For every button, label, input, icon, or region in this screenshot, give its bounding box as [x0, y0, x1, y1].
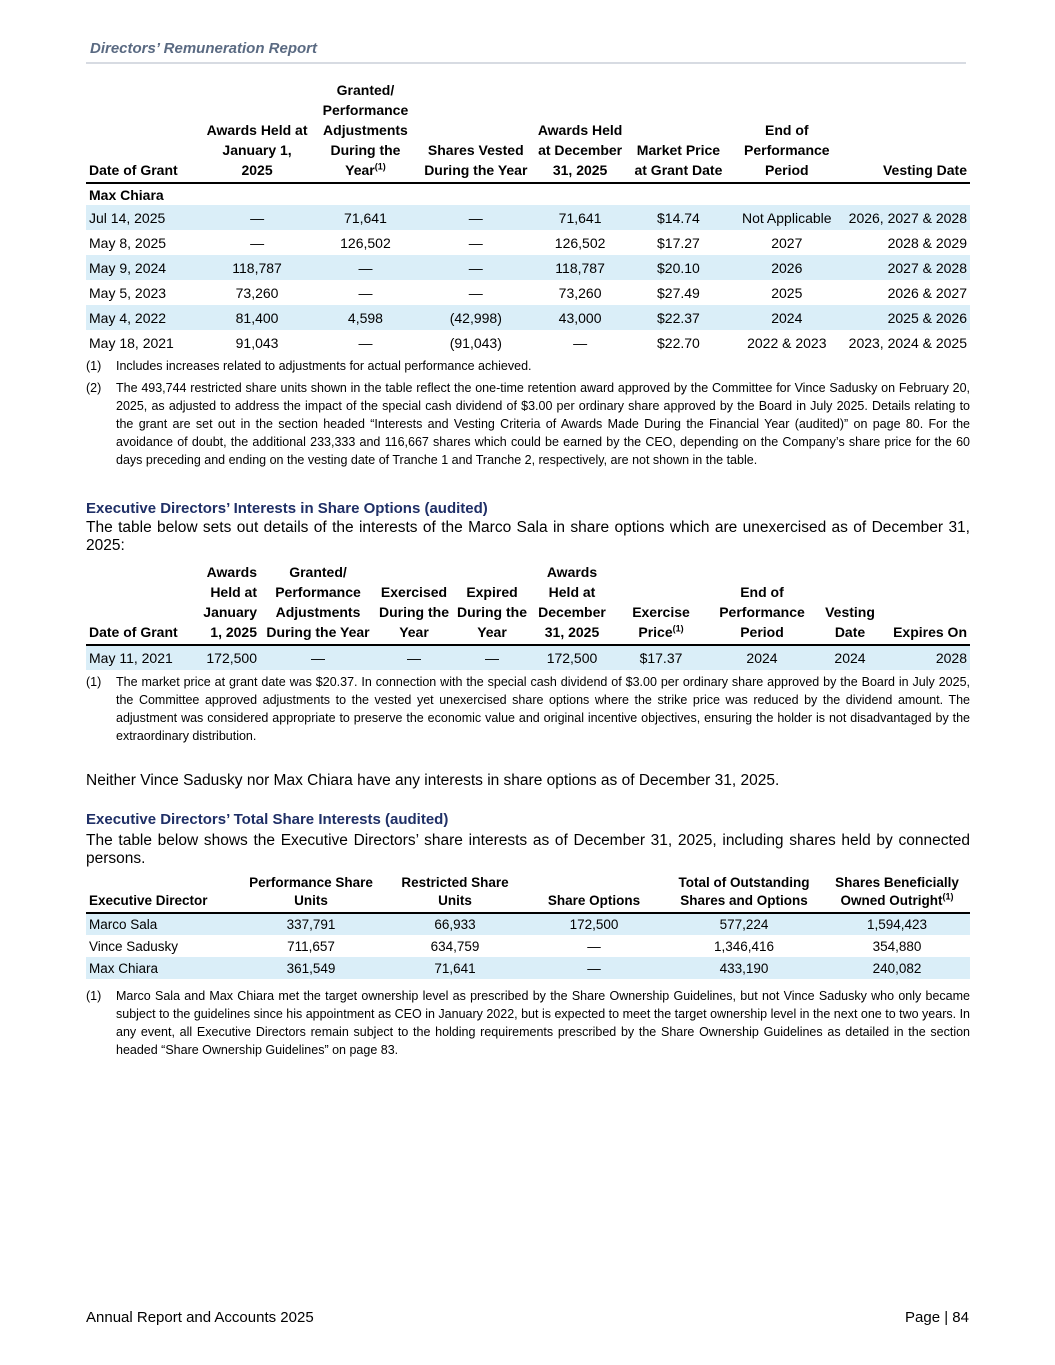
column-header: Vesting Date	[814, 562, 886, 645]
cell: $17.27	[657, 234, 700, 251]
column-header: Granted/ Performance Adjustments During the Year	[260, 562, 376, 645]
cell: —	[250, 234, 265, 251]
cell: 2027	[771, 234, 803, 251]
cell: 2025	[771, 284, 803, 301]
cell: —	[573, 334, 588, 351]
cell: 711,657	[287, 938, 335, 954]
share-options-table	[86, 562, 970, 670]
footnote-number: (1)	[86, 675, 102, 689]
cell: 361,549	[236, 957, 386, 979]
table-row	[86, 230, 970, 255]
cell: —	[420, 205, 531, 230]
column-header: Market Price at Grant Date	[629, 80, 728, 183]
cell: 172,500	[198, 645, 260, 670]
cell: 2026	[728, 255, 846, 280]
cell: $22.37	[629, 305, 728, 330]
cell: —	[358, 284, 373, 301]
awards-table-max-chiara	[86, 80, 970, 355]
cell: (42,998)	[420, 305, 531, 330]
column-header: End of Performance Period	[710, 562, 814, 645]
table-row	[86, 305, 970, 330]
cell: 2024	[710, 645, 814, 670]
cell: 71,641	[311, 205, 421, 230]
cell: $22.70	[657, 334, 700, 351]
column-header: Shares Beneficially Owned Outright$^{(1)}$	[824, 874, 970, 913]
cell: 337,791	[236, 913, 386, 935]
column-header: Awards Held at January 1, 2025	[204, 80, 311, 183]
cell: $17.37	[612, 645, 710, 670]
total-share-interests-table	[86, 874, 970, 979]
column-header: Awards Held at December 31, 2025	[532, 562, 612, 645]
cell: 2023, 2024 & 2025	[848, 334, 967, 351]
cell: 118,787	[204, 255, 311, 280]
cell: $27.49	[657, 284, 700, 301]
footnote-text: The market price at grant date was $20.37. In connection with the special cash dividend of $3.00 per ordinary share approved by the Board in July 2025, the Committee approved adjustments to the vested yet unexercised share options where the strike price was reduced by the dividend amount. The adjustment was considered appropriate to preserve the economic value and original incentive objectives, ensuring the holder is not disadvantaged by the extraordinary distribution.	[116, 675, 970, 743]
footnote-number: (1)	[86, 359, 102, 373]
cell: 1,594,423	[824, 913, 970, 935]
cell: 354,880	[872, 938, 922, 954]
interests-intro-text: The table below shows the Executive Directors’ share interests as of December 31, 2025, including shares held by connected persons.	[86, 832, 970, 867]
cell: 2027 & 2028	[846, 255, 970, 280]
cell: —	[260, 645, 376, 670]
table-row	[86, 280, 970, 305]
column-header: Expires On	[886, 562, 970, 645]
cell: $14.74	[629, 205, 728, 230]
footnote-number: (2)	[86, 381, 102, 395]
cell: 2024	[814, 645, 886, 670]
column-header: Shares Vested During the Year	[420, 80, 531, 183]
cell: May 4, 2022	[86, 305, 204, 330]
column-header: Share Options	[524, 874, 664, 913]
table-row	[86, 913, 970, 935]
column-header: Granted/ Performance Adjustments During the Year$^{(1)}$	[311, 80, 421, 183]
cell: 2022 & 2023	[747, 334, 827, 351]
options-section-heading: Executive Directors’ Interests in Share Options (audited)	[86, 500, 488, 517]
column-header: Restricted Share Units	[386, 874, 524, 913]
table-row	[86, 205, 970, 230]
cell: 2026 & 2027	[887, 284, 967, 301]
column-header: Expired During the Year	[452, 562, 532, 645]
cell: 433,190	[664, 957, 824, 979]
cell: May 11, 2021	[86, 645, 198, 670]
cell: 73,260	[235, 284, 279, 301]
cell: —	[311, 255, 421, 280]
cell: May 8, 2025	[89, 234, 167, 251]
cell: —	[358, 334, 373, 351]
cell: 2025 & 2026	[846, 305, 970, 330]
cell: 118,787	[531, 255, 629, 280]
cell: May 5, 2023	[89, 284, 167, 301]
cell: 66,933	[386, 913, 524, 935]
cell: 172,500	[532, 645, 612, 670]
table3-footnotes	[86, 987, 970, 1063]
cell: 71,641	[386, 957, 524, 979]
column-header: Awards Held at January 1, 2025	[198, 562, 260, 645]
options-intro-text: The table below sets out details of the interests of the Marco Sala in share options which are unexercised as of December 31, 2025:	[86, 519, 970, 554]
cell: —	[524, 957, 664, 979]
cell: 43,000	[531, 305, 629, 330]
cell: 634,759	[430, 938, 480, 954]
section-row	[86, 183, 970, 205]
cell: 2026, 2027 & 2028	[846, 205, 970, 230]
column-header: Date of Grant	[86, 562, 198, 645]
cell: 81,400	[204, 305, 311, 330]
cell: 71,641	[531, 205, 629, 230]
cell: 4,598	[311, 305, 421, 330]
interests-section-heading: Executive Directors’ Total Share Interests (audited)	[86, 811, 449, 828]
cell: 126,502	[340, 234, 391, 251]
column-header: Exercise Price$^{(1)}$	[612, 562, 710, 645]
column-header: Performance Share Units	[236, 874, 386, 913]
cell: —	[452, 645, 532, 670]
footer-report-title: Annual Report and Accounts 2025	[86, 1309, 314, 1326]
cell: 1,346,416	[713, 938, 775, 954]
table-row	[86, 935, 970, 957]
cell: 73,260	[558, 284, 602, 301]
column-header: End of Performance Period	[728, 80, 846, 183]
cell: —	[204, 205, 311, 230]
table-row	[86, 645, 970, 670]
column-header: Vesting Date	[846, 80, 970, 183]
cell: May 9, 2024	[86, 255, 204, 280]
cell: 2028 & 2029	[887, 234, 967, 251]
cell: Marco Sala	[86, 913, 236, 935]
cell: —	[468, 234, 483, 251]
footnote-text: The 493,744 restricted share units shown in the table reflect the one-time retention award approved by the Committee for Vince Sadusky on February 20, 2025, as adjusted to address the impact of the special cash dividend of $3.00 per ordinary share approved by the Board in July 2025. Details relating to the grant are set out in the section headed “Interests and Vesting Criteria of Awards Made During the Financial Year (audited)” on page 80. For the avoidance of doubt, the additional 233,333 and 116,667 shares which could be earned by the CEO, depending on the Company’s share price for the 60 days preceding and ending on the vesting date of Tranche 1 and Tranche 2, respectively, are not shown in the table.	[116, 381, 970, 467]
table-row	[86, 330, 970, 355]
cell: 240,082	[824, 957, 970, 979]
table1-footnotes	[86, 357, 970, 473]
cell: 2028	[886, 645, 970, 670]
footnote	[86, 357, 970, 375]
options-summary-text: Neither Vince Sadusky nor Max Chiara have any interests in share options as of December 31, 2025.	[86, 772, 780, 789]
table-row	[86, 957, 970, 979]
cell: Jul 14, 2025	[86, 205, 204, 230]
footnote-text: Marco Sala and Max Chiara met the target ownership level as prescribed by the Share Ownership Guidelines, but not Vince Sadusky who only became subject to the guidelines since his appointment as CEO in January 2022, but is expected to meet the target ownership level in the next one to two years. In any event, all Executive Directors remain subject to the holding requirements prescribed by the Share Ownership Guidelines as detailed in the section headed “Share Ownership Guidelines” on page 83.	[116, 989, 970, 1057]
footnote-number: (1)	[86, 989, 102, 1003]
footnote	[86, 379, 970, 469]
column-header: Awards Held at December 31, 2025	[531, 80, 629, 183]
cell: Not Applicable	[728, 205, 846, 230]
cell: Max Chiara	[86, 957, 236, 979]
footer-page-number: Page | 84	[905, 1309, 969, 1326]
column-header: Executive Director	[86, 874, 236, 913]
header-divider	[86, 62, 966, 64]
cell: 172,500	[524, 913, 664, 935]
footnote-text: Includes increases related to adjustments for actual performance achieved.	[116, 359, 532, 373]
column-header: Total of Outstanding Shares and Options	[664, 874, 824, 913]
cell: 577,224	[664, 913, 824, 935]
cell: May 18, 2021	[89, 334, 174, 351]
cell: $20.10	[629, 255, 728, 280]
cell: —	[376, 645, 452, 670]
table-row	[86, 255, 970, 280]
column-header: Exercised During the Year	[376, 562, 452, 645]
cell: 2024	[728, 305, 846, 330]
cell: Vince Sadusky	[89, 938, 179, 954]
footnote	[86, 673, 970, 745]
section-label: Max Chiara	[89, 186, 164, 203]
footnote	[86, 987, 970, 1059]
cell: —	[420, 255, 531, 280]
cell: —	[468, 284, 483, 301]
cell: —	[587, 938, 601, 954]
cell: 126,502	[554, 234, 606, 251]
column-header: Date of Grant	[86, 80, 204, 183]
table2-footnotes	[86, 673, 970, 749]
cell: 91,043	[235, 334, 279, 351]
report-section-title: Directors’ Remuneration Report	[90, 40, 317, 57]
cell: (91,043)	[449, 334, 502, 351]
